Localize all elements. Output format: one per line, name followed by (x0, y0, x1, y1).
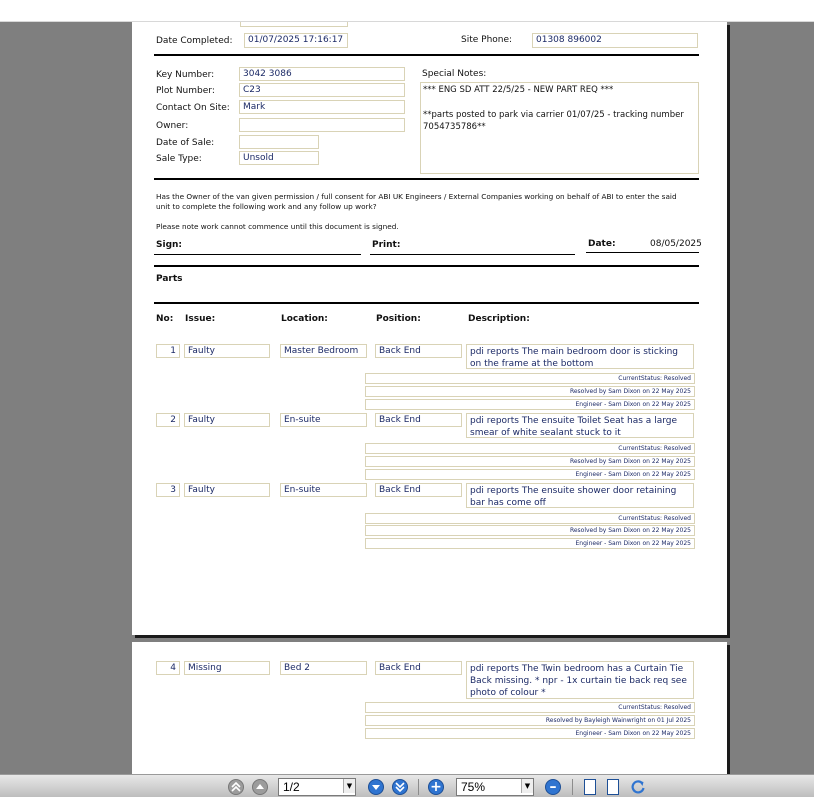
date-of-sale-label: Date of Sale: (156, 138, 215, 148)
pdf-page-2 (132, 642, 727, 774)
sign-line (154, 254, 361, 255)
section-divider (154, 302, 699, 304)
plus-icon: + (430, 779, 442, 795)
special-notes-line-1: *** ENG SD ATT 22/5/25 - NEW PART REQ *** (423, 85, 614, 95)
row-position: Back End (375, 413, 462, 427)
contact-on-site-label: Contact On Site: (156, 103, 230, 113)
previous-page-button[interactable] (252, 779, 268, 795)
row-location: En-suite (280, 483, 367, 497)
consent-note: Please note work cannot commence until this document is signed. (156, 222, 399, 231)
row-resolved-by: Resolved by Sam Dixon on 22 May 2025 (365, 456, 695, 467)
sign-label: Sign: (156, 240, 183, 250)
row-status: CurrentStatus: Resolved (365, 702, 695, 713)
row-status: CurrentStatus: Resolved (365, 443, 695, 454)
date-completed-label: Date Completed: (156, 36, 233, 46)
row-status: CurrentStatus: Resolved (365, 513, 695, 524)
row-engineer: Engineer - Sam Dixon on 22 May 2025 (365, 399, 695, 410)
zoom-level-input[interactable]: 75% (456, 778, 534, 796)
row-description: pdi reports The Twin bedroom has a Curtain Tie Back missing. * npr - 1x curtain tie back req see photo of colour * (466, 661, 694, 699)
date-of-sale-field (239, 135, 319, 149)
section-divider (154, 178, 699, 180)
site-phone-label: Site Phone: (461, 35, 513, 45)
pdf-viewer-toolbar (0, 774, 814, 797)
arrow-down-icon (371, 782, 381, 792)
special-notes-field (420, 82, 699, 174)
rotate-icon (630, 779, 646, 795)
row-description: pdi reports The main bedroom door is sticking on the frame at the bottom (466, 344, 694, 369)
site-phone-field: 01308 896002 (532, 33, 698, 48)
row-issue: Missing (184, 661, 270, 675)
row-resolved-by: Resolved by Bayleigh Wainwright on 01 Jul 2025 (365, 715, 695, 726)
double-chevron-up-icon (231, 782, 241, 792)
consent-question: Has the Owner of the van given permission / full consent for ABI UK Engineers / External Companies working on behalf of ABI to enter the said unit to complete the following work and any follow up work? (156, 192, 677, 211)
special-notes-label: Special Notes: (422, 69, 487, 79)
date-value: 08/05/2025 (650, 239, 702, 249)
special-notes-line-2: **parts posted to park via carrier 01/07/25 - tracking number 7054735786** (423, 110, 684, 132)
chevron-down-icon: ▼ (524, 782, 531, 790)
page-number-input[interactable]: 1/2 (278, 778, 356, 796)
zoom-out-button[interactable] (545, 779, 561, 795)
date-label: Date: (588, 239, 616, 249)
column-header-no: No: (156, 314, 174, 324)
contact-on-site-field: Mark (239, 100, 405, 114)
owner-field (239, 118, 405, 132)
row-position: Back End (375, 344, 462, 358)
row-engineer: Engineer - Sam Dixon on 22 May 2025 (365, 538, 695, 549)
fit-width-button[interactable] (607, 779, 619, 795)
row-number: 4 (156, 661, 180, 675)
zoom-in-button[interactable] (428, 779, 444, 795)
key-number-label: Key Number: (156, 70, 215, 80)
page-dropdown-button[interactable] (343, 779, 355, 793)
row-issue: Faulty (184, 483, 270, 497)
plot-number-field: C23 (239, 83, 405, 97)
print-line (370, 254, 575, 255)
chevron-down-icon: ▼ (346, 782, 353, 790)
row-location: Master Bedroom (280, 344, 367, 358)
print-label: Print: (372, 240, 401, 250)
pdf-page-1 (132, 22, 727, 635)
row-issue: Faulty (184, 413, 270, 427)
row-engineer: Engineer - Sam Dixon on 22 May 2025 (365, 728, 695, 739)
first-page-button[interactable] (228, 779, 244, 795)
row-description: pdi reports The ensuite Toilet Seat has a large smear of white sealant stuck to it (466, 413, 694, 438)
column-header-issue: Issue: (185, 314, 216, 324)
toolbar-separator (418, 779, 419, 795)
zoom-dropdown-button[interactable] (521, 779, 533, 793)
row-resolved-by: Resolved by Sam Dixon on 22 May 2025 (365, 525, 695, 536)
row-status: CurrentStatus: Resolved (365, 373, 695, 384)
plot-number-label: Plot Number: (156, 86, 215, 96)
minus-icon: – (549, 779, 557, 795)
row-number: 3 (156, 483, 180, 497)
date-line (586, 252, 699, 253)
column-header-location: Location: (281, 314, 328, 324)
column-header-position: Position: (376, 314, 421, 324)
arrow-up-icon (255, 782, 265, 792)
sale-type-label: Sale Type: (156, 154, 202, 164)
toolbar-separator (572, 779, 573, 795)
row-position: Back End (375, 483, 462, 497)
row-location: En-suite (280, 413, 367, 427)
section-divider (154, 54, 699, 56)
section-divider (154, 265, 699, 267)
parts-heading: Parts (156, 274, 183, 284)
next-page-button[interactable] (368, 779, 384, 795)
date-completed-field: 01/07/2025 17:16:17 (244, 33, 348, 48)
row-number: 2 (156, 413, 180, 427)
fit-page-button[interactable] (584, 779, 596, 795)
owner-label: Owner: (156, 121, 189, 131)
sale-type-field: Unsold (239, 151, 319, 165)
row-description: pdi reports The ensuite shower door retaining bar has come off (466, 483, 694, 508)
rotate-button[interactable] (630, 779, 646, 795)
column-header-description: Description: (468, 314, 530, 324)
row-number: 1 (156, 344, 180, 358)
row-engineer: Engineer - Sam Dixon on 22 May 2025 (365, 469, 695, 480)
key-number-field: 3042 3086 (239, 67, 405, 81)
clipped-previous-row (240, 22, 348, 27)
row-resolved-by: Resolved by Sam Dixon on 22 May 2025 (365, 386, 695, 397)
row-position: Back End (375, 661, 462, 675)
double-chevron-down-icon (395, 782, 405, 792)
row-issue: Faulty (184, 344, 270, 358)
row-location: Bed 2 (280, 661, 367, 675)
viewer-top-bar (0, 0, 814, 22)
last-page-button[interactable] (392, 779, 408, 795)
